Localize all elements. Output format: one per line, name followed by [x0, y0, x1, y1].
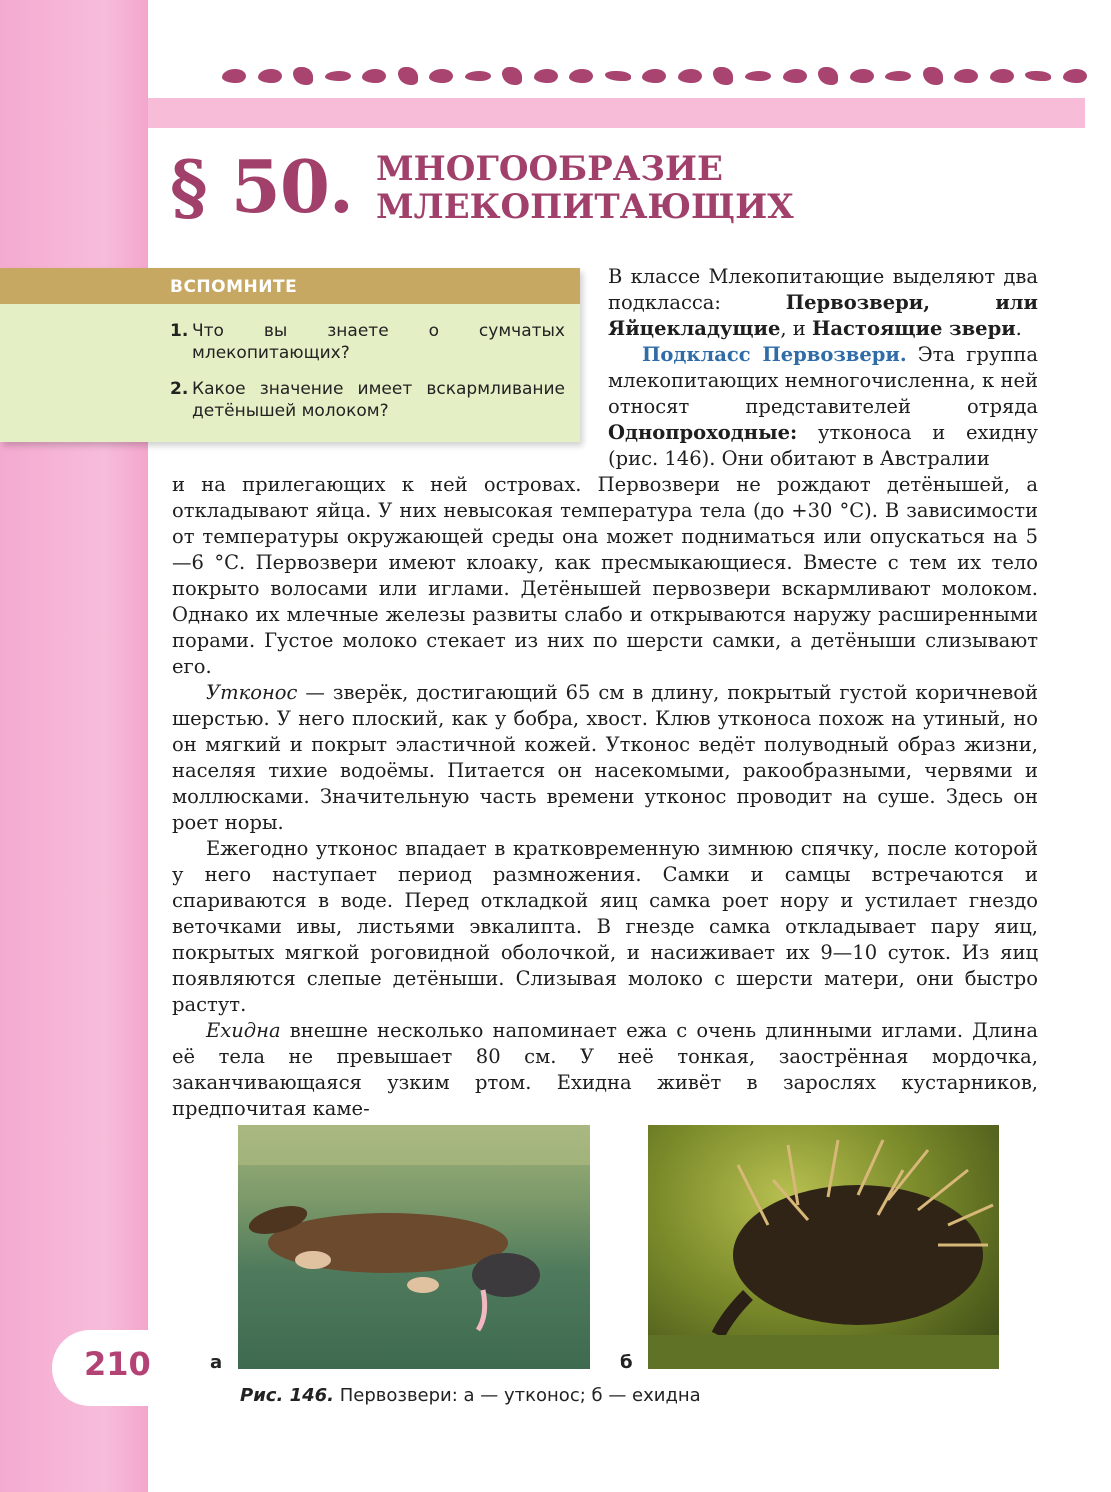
- item-text: Какое значение имеет вскармливание детёнышей молоком?: [192, 379, 565, 421]
- paragraph-intro: [608, 264, 1038, 342]
- text-run: В классе Млекопитающие выделяют два подкласса:: [608, 265, 1038, 314]
- title-line-2: МЛЕКОПИТАЮЩИХ: [376, 187, 794, 227]
- remind-box: [0, 268, 580, 442]
- paragraph-monotremes: и на прилегающих к ней островах. Первозвери не рождают детёнышей, а откладывают яйца. У них невысокая температура тела (до +30 °С). В зависимости от температуры окружающей среды она может подниматься или опускаться на 5—6 °С. Первозвери имеют клоаку, как пресмыкающиеся. Вместе с тем их тело покрыто волосами или иглами. Детёнышей первозвери вскармливают молоком. Однако их млечные железы развиты слабо и открываются наружу расширенными порами. Густое молоко стекает из них по шерсти самки, а детёныши слизывают его.: [172, 473, 1038, 678]
- animal-icon: [923, 67, 943, 85]
- text-run: — зверёк, достигающий 65 см в длину, покрытый густой коричневой шерстью. У него плоский, как у бобра, хвост. Клюв утконоса похож на утиный, но он мягкий и покрыт эластичной кожей. Утконос ведёт полуводный образ жизни, населяя тихие водоёмы. Питается он насекомыми, ракообразными, червями и моллюсками. Значительную часть времени утконос проводит на суше. Здесь он роет норы.: [172, 681, 1038, 834]
- echidna-photo: [648, 1125, 999, 1369]
- animal-icon: [429, 69, 453, 83]
- animal-icon: [745, 71, 771, 81]
- platypus-photo: [238, 1125, 590, 1369]
- title-line-1: МНОГООБРАЗИЕ: [376, 149, 723, 189]
- animal-icon: [569, 69, 593, 83]
- text-run: .: [1015, 317, 1022, 340]
- page-number: 210: [84, 1345, 151, 1383]
- list-item: [170, 320, 565, 364]
- paragraph-platypus: [172, 680, 1038, 836]
- echidna-illustration: [648, 1125, 999, 1369]
- animal-icon: [678, 69, 702, 83]
- animal-icon: [713, 67, 733, 85]
- paragraph-subclass: [608, 342, 1038, 472]
- animal-icon: [850, 69, 874, 83]
- subclass-heading: Подкласс Первозвери.: [642, 343, 907, 366]
- paragraph-echidna: [172, 1018, 1038, 1122]
- paragraph-number: § 50.: [170, 144, 353, 229]
- animal-icon: [534, 69, 558, 83]
- text-run: утконоса и ехидну (рис. 146). Они обитают в Австралии: [608, 421, 1038, 470]
- term-italic: Ехидна: [206, 1019, 281, 1042]
- animal-icon: [642, 69, 666, 83]
- item-number: 2.: [170, 379, 189, 399]
- intro-column: [608, 264, 1038, 472]
- animal-icon: [362, 69, 386, 83]
- animal-silhouettes-strip: [222, 62, 1087, 90]
- figure-label-a: а: [210, 1352, 223, 1373]
- animal-icon: [954, 69, 978, 83]
- caption-label: Рис. 146.: [240, 1385, 334, 1406]
- paragraph-platypus-breeding: Ежегодно утконос впадает в кратковременную зимнюю спячку, после которой у него наступает период размножения. Самки и самцы встречаются и спариваются в воде. Перед откладкой яиц самка роет нору и устилает гнездо веточками ивы, листьями эвкалипта. В гнезде самка откладывает пару яиц, покрытых мягкой роговидной оболочкой, и насиживает их 9—10 суток. Из яиц появляются слепые детёныши. Слизывая молоко с шерсти матери, они быстро растут.: [172, 837, 1038, 1016]
- header-bar: [148, 98, 1085, 128]
- animal-icon: [1025, 71, 1051, 81]
- animal-icon: [605, 71, 631, 81]
- term-italic: Утконос: [206, 681, 298, 704]
- animal-icon: [990, 69, 1014, 83]
- item-number: 1.: [170, 321, 189, 341]
- animal-icon: [502, 67, 522, 85]
- term-bold: Настоящие звери: [811, 317, 1016, 340]
- animal-icon: [465, 71, 491, 81]
- figure-caption: [240, 1385, 701, 1406]
- text-run: внешне несколько напоминает ежа с очень длинными иглами. Длина её тела не превышает 80 см. У неё тонкая, заострённая мордочка, заканчивающаяся узким ртом. Ехидна живёт в зарослях кустарников, предпочитая каме-: [172, 1019, 1038, 1120]
- term-bold: Однопроходные:: [608, 421, 798, 444]
- animal-icon: [1063, 69, 1087, 83]
- page-title: [376, 150, 794, 226]
- figure-label-b: б: [620, 1352, 633, 1373]
- platypus-illustration: [238, 1125, 590, 1369]
- item-text: Что вы знаете о сумчатых млекопитающих?: [192, 321, 565, 363]
- animal-icon: [398, 67, 418, 85]
- animal-icon: [885, 71, 911, 81]
- side-band: [0, 0, 148, 1492]
- caption-text: Первозвери: а — утконос; б — ехидна: [334, 1385, 701, 1406]
- remind-list: [170, 320, 565, 436]
- animal-icon: [258, 69, 282, 83]
- list-item: [170, 378, 565, 422]
- main-text: [172, 472, 1038, 1122]
- text-run: , и: [780, 317, 812, 340]
- animal-icon: [325, 71, 351, 81]
- remind-heading: ВСПОМНИТЕ: [0, 268, 580, 304]
- text-run: Эта группа млекопитающих немногочисленна, к ней относят представителей отряда: [608, 343, 1038, 418]
- animal-icon: [818, 67, 838, 85]
- animal-icon: [783, 69, 807, 83]
- animal-icon: [293, 67, 313, 85]
- animal-icon: [222, 69, 246, 83]
- term-bold: Первозвери, или Яйцекладущие: [608, 291, 1039, 340]
